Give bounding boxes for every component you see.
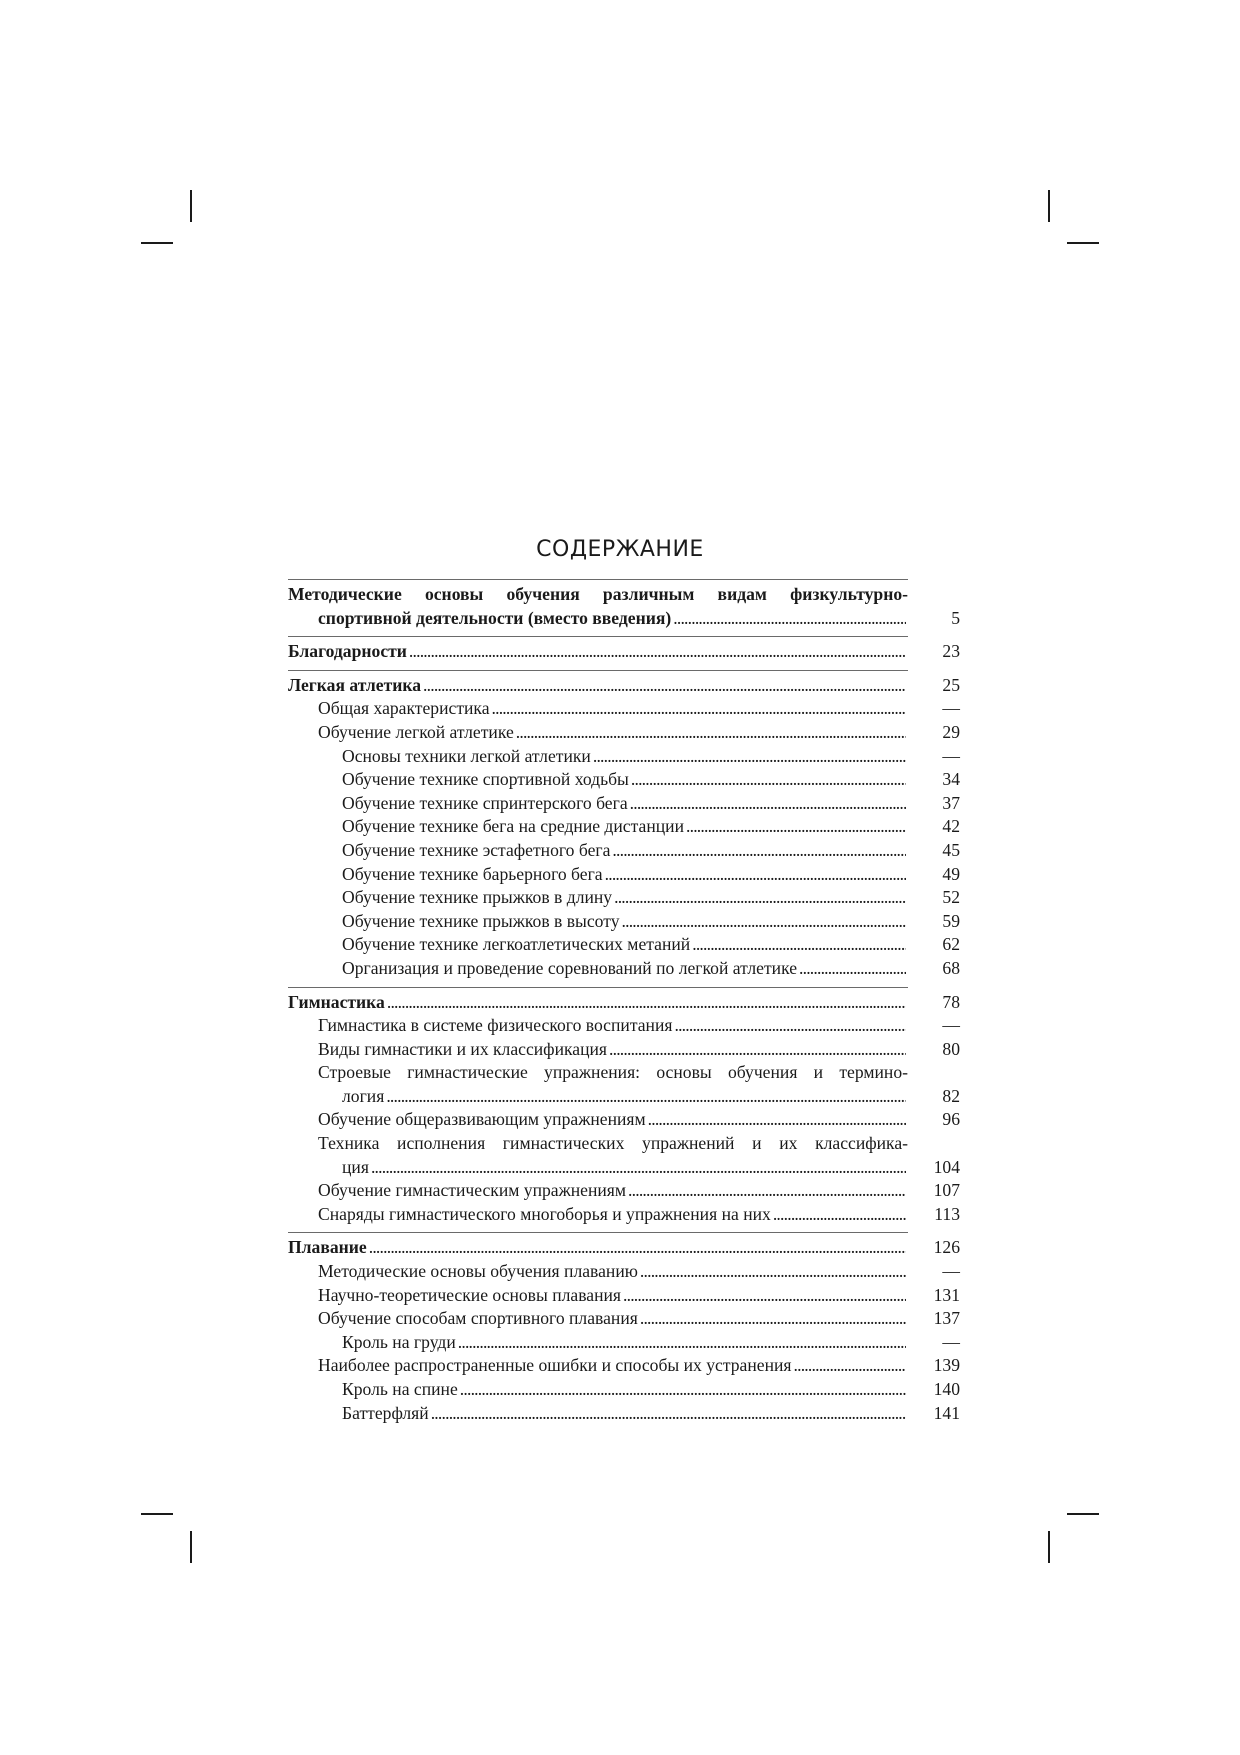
- toc-entry-label: Баттерфляй: [342, 1402, 429, 1423]
- toc-entry[interactable]: [288, 863, 960, 887]
- toc-page-number: 42: [942, 816, 960, 837]
- crop-mark-top-right-vertical: [1048, 190, 1050, 222]
- toc-entry-label: Кроль на спине: [342, 1379, 458, 1399]
- section-divider: [288, 579, 908, 580]
- toc-entry[interactable]: [288, 1260, 960, 1284]
- toc-entry-label: Обучение технике прыжков в высоту: [342, 910, 620, 931]
- toc-page-number: 78: [942, 991, 960, 1012]
- toc-entry-label: Обучение технике барьерного бега: [342, 863, 603, 884]
- leader-dots: [605, 863, 906, 887]
- toc-entry-first-line[interactable]: [288, 1061, 960, 1085]
- toc-entry-label: Наиболее распространенные ошибки и способы их устранения: [318, 1355, 792, 1376]
- leader-dots: [640, 1260, 906, 1284]
- toc-entry[interactable]: [288, 1108, 960, 1132]
- crop-mark-bottom-right-vertical: [1048, 1531, 1050, 1563]
- toc-entry-label: Гимнастика в системе физического воспитания: [318, 1015, 673, 1036]
- toc-entry[interactable]: [288, 1203, 960, 1227]
- toc-entry-label: спортивной деятельности (вместо введения): [318, 607, 672, 628]
- toc-entry[interactable]: [288, 1331, 960, 1355]
- toc-page-number: 107: [933, 1180, 960, 1201]
- toc-entry-methodical[interactable]: [288, 607, 960, 631]
- toc-page-number: 5: [951, 607, 960, 628]
- toc-entry[interactable]: [288, 721, 960, 745]
- toc-page-number: 80: [942, 1038, 960, 1059]
- leader-dots: [631, 768, 906, 792]
- leader-dots: [692, 933, 906, 957]
- leader-dots: [612, 839, 906, 863]
- toc-entry-label: Методические основы обучения различным видам физкультурно-: [288, 584, 908, 604]
- toc-entry-label: Техника исполнения гимнастических упражнений и их классифика-: [318, 1133, 908, 1154]
- toc-entry-methodical-first-line[interactable]: [288, 583, 960, 607]
- toc-page-number: 52: [942, 887, 960, 908]
- toc-entry[interactable]: [288, 957, 960, 981]
- crop-mark-bottom-right-horizontal: [1067, 1513, 1099, 1515]
- toc-entry-label: Методические основы обучения плаванию: [318, 1261, 638, 1282]
- toc-page-number: 96: [942, 1109, 960, 1130]
- toc-entry-gymnastics[interactable]: [288, 991, 960, 1015]
- section-divider: [288, 1232, 908, 1233]
- toc-page-number: 104: [933, 1156, 960, 1177]
- toc-entry[interactable]: [288, 1038, 960, 1062]
- toc-entry-label: Обучение технике эстафетного бега: [342, 839, 611, 860]
- toc-page-number: 137: [933, 1308, 960, 1329]
- toc-entry[interactable]: [288, 815, 960, 839]
- toc-entry-acknowledgements[interactable]: [288, 640, 960, 664]
- leader-dots: [492, 697, 906, 721]
- toc-entry[interactable]: [288, 1378, 960, 1402]
- toc-page-number: 62: [942, 934, 960, 955]
- toc-page-number: —: [942, 745, 960, 766]
- toc-entry-swimming[interactable]: [288, 1236, 960, 1260]
- toc-entry[interactable]: [288, 839, 960, 863]
- leader-dots: [623, 1284, 906, 1308]
- leader-dots: [673, 607, 906, 631]
- toc-page-number: 113: [934, 1203, 960, 1224]
- leader-dots: [794, 1354, 906, 1378]
- crop-mark-top-left-vertical: [190, 190, 192, 222]
- leader-dots: [369, 1236, 906, 1260]
- toc-entry[interactable]: [288, 1354, 960, 1378]
- toc-entry-label: Строевые гимнастические упражнения: основы обучения и термино-: [318, 1062, 908, 1083]
- toc-entry[interactable]: [288, 792, 960, 816]
- crop-mark-top-right-horizontal: [1067, 242, 1099, 244]
- toc-entry[interactable]: [288, 1284, 960, 1308]
- toc-entry-label: Обучение технике бега на средние дистанции: [342, 816, 684, 837]
- toc-entry-label: Обучение способам спортивного плавания: [318, 1308, 638, 1329]
- toc-entry[interactable]: [288, 933, 960, 957]
- section-divider: [288, 987, 908, 988]
- toc-entry-label: Обучение технике легкоатлетических метаний: [342, 934, 691, 955]
- crop-mark-bottom-left-vertical: [190, 1531, 192, 1563]
- toc-entry[interactable]: [288, 1179, 960, 1203]
- toc-entry[interactable]: [288, 1156, 960, 1180]
- toc-entry-label: Общая характеристика: [318, 698, 490, 719]
- leader-dots: [640, 1307, 906, 1331]
- toc-entry-label: ция: [342, 1156, 369, 1177]
- toc-entry[interactable]: [288, 1014, 960, 1038]
- toc-page-number: 131: [933, 1284, 960, 1305]
- toc-entry-label: Легкая атлетика: [288, 674, 422, 695]
- leader-dots: [799, 957, 906, 981]
- section-divider: [288, 670, 908, 671]
- toc-entry-label: Научно-теоретические основы плавания: [318, 1284, 622, 1305]
- toc-entry-athletics[interactable]: [288, 674, 960, 698]
- toc-entry[interactable]: [288, 745, 960, 769]
- leader-dots: [773, 1203, 906, 1227]
- toc-entry[interactable]: [288, 697, 960, 721]
- leader-dots: [686, 815, 906, 839]
- leader-dots: [423, 674, 906, 698]
- toc-entry-label: Снаряды гимнастического многоборья и упражнения на них: [318, 1203, 771, 1224]
- page-title: СОДЕРЖАНИЕ: [536, 537, 704, 562]
- leader-dots: [387, 991, 906, 1015]
- leader-dots: [630, 792, 906, 816]
- toc-entry[interactable]: [288, 910, 960, 934]
- leader-dots: [609, 1038, 906, 1062]
- toc-page-number: 37: [942, 792, 960, 813]
- section-divider: [288, 636, 908, 637]
- leader-dots: [460, 1378, 906, 1402]
- toc-entry-label: Виды гимнастики и их классификация: [318, 1038, 608, 1059]
- toc-entry-label: Обучение технике спринтерского бега: [342, 792, 628, 813]
- leader-dots: [371, 1156, 906, 1180]
- toc-entry-label: Обучение гимнастическим упражнениям: [318, 1180, 627, 1201]
- toc-entry[interactable]: [288, 1307, 960, 1331]
- toc-entry-label: Организация и проведение соревнований по легкой атлетике: [342, 957, 797, 978]
- toc-page-number: 23: [942, 641, 960, 662]
- toc-entry-label: логия: [342, 1085, 385, 1106]
- toc-entry-first-line[interactable]: [288, 1132, 960, 1156]
- toc-entry-label: Благодарности: [288, 641, 407, 662]
- toc-entry[interactable]: [288, 1402, 960, 1426]
- toc-page-number: 82: [942, 1085, 960, 1106]
- leader-dots: [674, 1014, 906, 1038]
- toc-entry-label: Основы техники легкой атлетики: [342, 745, 591, 766]
- toc-entry[interactable]: [288, 768, 960, 792]
- toc-page-number: 141: [933, 1402, 960, 1423]
- toc-entry-label: Обучение легкой атлетике: [318, 721, 514, 742]
- toc-page-number: —: [942, 698, 960, 719]
- toc-page-number: 29: [942, 721, 960, 742]
- toc-entry-label: Кроль на груди: [342, 1331, 456, 1352]
- toc-entry[interactable]: [288, 1085, 960, 1109]
- toc-page-number: 68: [942, 957, 960, 978]
- leader-dots: [648, 1108, 906, 1132]
- toc-entry-label: Обучение технике прыжков в длину: [342, 887, 613, 908]
- toc-page-number: —: [942, 1015, 960, 1036]
- toc-entry-label: Обучение технике спортивной ходьбы: [342, 769, 629, 790]
- toc-page-number: 126: [933, 1237, 960, 1258]
- toc-page-number: 49: [942, 863, 960, 884]
- toc-page-number: 140: [933, 1379, 960, 1399]
- leader-dots: [409, 640, 906, 664]
- toc-page-number: 45: [942, 839, 960, 860]
- leader-dots: [431, 1402, 906, 1426]
- table-of-contents: [288, 579, 960, 1425]
- toc-entry[interactable]: [288, 886, 960, 910]
- toc-entry-label: Гимнастика: [288, 991, 385, 1012]
- leader-dots: [622, 910, 907, 934]
- leader-dots: [593, 745, 906, 769]
- toc-entry-label: Плавание: [288, 1237, 367, 1258]
- toc-page-number: —: [942, 1261, 960, 1282]
- toc-page-number: —: [942, 1331, 960, 1352]
- leader-dots: [516, 721, 906, 745]
- crop-mark-top-left-horizontal: [141, 242, 173, 244]
- toc-page-number: 34: [942, 769, 960, 790]
- toc-page-number: 139: [933, 1355, 960, 1376]
- leader-dots: [386, 1085, 906, 1109]
- leader-dots: [614, 886, 906, 910]
- toc-entry-label: Обучение общеразвивающим упражнениям: [318, 1109, 646, 1130]
- leader-dots: [628, 1179, 906, 1203]
- crop-mark-bottom-left-horizontal: [141, 1513, 173, 1515]
- toc-page-number: 25: [942, 674, 960, 695]
- leader-dots: [458, 1331, 906, 1355]
- toc-page-number: 59: [942, 910, 960, 931]
